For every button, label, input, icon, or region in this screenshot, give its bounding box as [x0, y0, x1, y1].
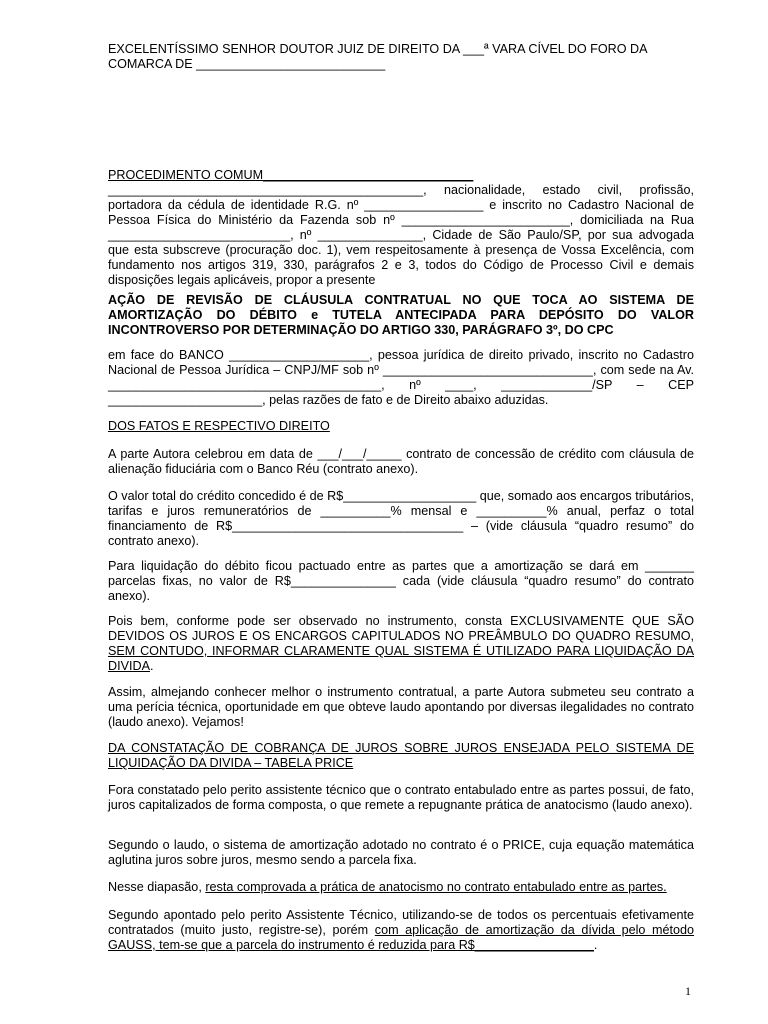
facts-paragraph-5-block: [108, 685, 694, 730]
interest-paragraph-4-block: [108, 908, 694, 953]
facts-paragraph-4-part-c: .: [150, 659, 154, 673]
facts-paragraph-5: Assim, almejando conhecer melhor o instrumento contratual, a parte Autora submeteu seu contrato a uma perícia técnica, oportunidade em que obteve laudo apontando por diversas ilegalidades no contrato (laudo anexo). Vejamos!: [108, 685, 694, 729]
facts-paragraph-4-block: [108, 614, 694, 674]
facts-paragraph-3: Para liquidação do débito ficou pactuado entre as partes que a amortização se dará em _______ parcelas fixas, no valor de R$_______________ cada (vide cláusula “quadro resumo” do contrato anexo).: [108, 559, 694, 603]
court-address: [108, 42, 694, 72]
procedure-blank: ______________________________: [263, 168, 474, 182]
defendant-paragraph: em face do BANCO ____________________, pessoa jurídica de direito privado, inscrito no Cadastro Nacional de Pessoa Jurídica – CNPJ/MF sob nº ______________________________, com sede na Av. _______________________________________, nº ____, _____________/SP – CEP ______________________, pelas razões de fato e de Direito abaixo aduzidas.: [108, 348, 694, 407]
action-title-block: [108, 293, 694, 338]
court-address-line2: COMARCA DE ___________________________: [108, 57, 386, 71]
interest-paragraph-1-block: [108, 783, 694, 813]
interest-paragraph-2: Segundo o laudo, o sistema de amortização adotado no contrato é o PRICE, cuja equação matemática aglutina juros sobre juros, mesmo sendo a parcela fixa.: [108, 838, 694, 867]
defendant-block: [108, 348, 694, 408]
interest-paragraph-3-part-a: Nesse diapasão,: [108, 880, 206, 894]
facts-paragraph-4-underlined: SEM CONTUDO, INFORMAR CLARAMENTE QUAL SISTEMA É UTILIZADO PARA LIQUIDAÇÃO DA DIVIDA: [108, 644, 694, 673]
interest-paragraph-3-underlined: resta comprovada a prática de anatocismo no contrato entabulado entre as partes.: [205, 880, 667, 894]
interest-paragraph-4: [108, 908, 694, 953]
intro-paragraph: _____________________________________________, nacionalidade, estado civil, profissão, portadora da cédula de identidade R.G. nº _________________ e inscrito no Cadastro Nacional de Pessoa Física do Ministério da Fazenda sob nº ________________________, domiciliada na Rua __________________________, nº _______________, Cidade de São Paulo/SP, por sua advogada que esta subscreve (procuração doc. 1), vem respeitosamente à presença de Vossa Excelência, com fundamento nos artigos 319, 330, parágrafos 2 e 3, todos do Código de Processo Civil e demais disposições legais aplicáveis, propor a presente: [108, 183, 694, 287]
interest-paragraph-2-block: [108, 838, 694, 868]
facts-heading: DOS FATOS E RESPECTIVO DIREITO: [108, 419, 330, 433]
procedure-heading: [108, 168, 694, 183]
plaintiff-qualification: [108, 183, 694, 288]
facts-paragraph-4: [108, 614, 694, 674]
facts-paragraph-4-part-a: Pois bem, conforme pode ser observado no instrumento, consta EXCLUSIVAMENTE QUE SÃO DEVIDOS OS JUROS E OS ENCARGOS CAPITULADOS NO PREÂMBULO DO QUADRO RESUMO,: [108, 614, 694, 643]
facts-paragraph-1-block: [108, 447, 694, 477]
facts-heading-block: [108, 419, 694, 434]
action-title: AÇÃO DE REVISÃO DE CLÁUSULA CONTRATUAL NO QUE TOCA AO SISTEMA DE AMORTIZAÇÃO DO DÉBITO e TUTELA ANTECIPADA PARA DEPÓSITO DO VALOR INCONTROVERSO POR DETERMINAÇÃO DO ARTIGO 330, PARÁGRAFO 3º, DO CPC: [108, 293, 694, 337]
facts-paragraph-1: A parte Autora celebrou em data de ___/___/_____ contrato de concessão de crédito com cláusula de alienação fiduciária com o Banco Réu (contrato anexo).: [108, 447, 694, 476]
interest-paragraph-1: Fora constatado pelo perito assistente técnico que o contrato entabulado entre as partes possui, de fato, juros capitalizados de forma composta, o que remete a repugnante prática de anatocismo (laudo anexo).: [108, 783, 694, 812]
interest-paragraph-3-block: [108, 880, 694, 895]
interest-paragraph-4-part-c: .: [593, 938, 598, 952]
facts-paragraph-2-block: [108, 489, 694, 549]
procedure-title: PROCEDIMENTO COMUM: [108, 168, 264, 182]
interest-paragraph-4-part-a: Segundo apontado pelo perito Assistente Técnico, utilizando-se de todos os percentuais efetivamente contratados (muito justo, registre-se), porém: [108, 908, 694, 937]
facts-paragraph-3-block: [108, 559, 694, 604]
interest-heading: DA CONSTATAÇÃO DE COBRANÇA DE JUROS SOBRE JUROS ENSEJADA PELO SISTEMA DE LIQUIDAÇÃO DA DIVIDA – TABELA PRICE: [108, 741, 694, 770]
facts-paragraph-2: O valor total do crédito concedido é de R$___________________ que, somado aos encargos tributários, tarifas e juros remuneratórios de __________% mensal e __________% anual, perfaz o total financiamento de R$_________________________________ – (vide cláusula “quadro resumo” do contrato anexo).: [108, 489, 695, 548]
court-address-line1: EXCELENTÍSSIMO SENHOR DOUTOR JUIZ DE DIREITO DA ___ª VARA CÍVEL DO FORO DA: [108, 42, 648, 56]
interest-heading-block: [108, 741, 694, 771]
page-number: 1: [685, 984, 691, 998]
interest-paragraph-4-underlined: com aplicação de amortização da dívida pelo método GAUSS, tem-se que a parcela do instrumento é reduzida para R$_________________: [108, 923, 695, 952]
interest-paragraph-3: [108, 880, 694, 895]
